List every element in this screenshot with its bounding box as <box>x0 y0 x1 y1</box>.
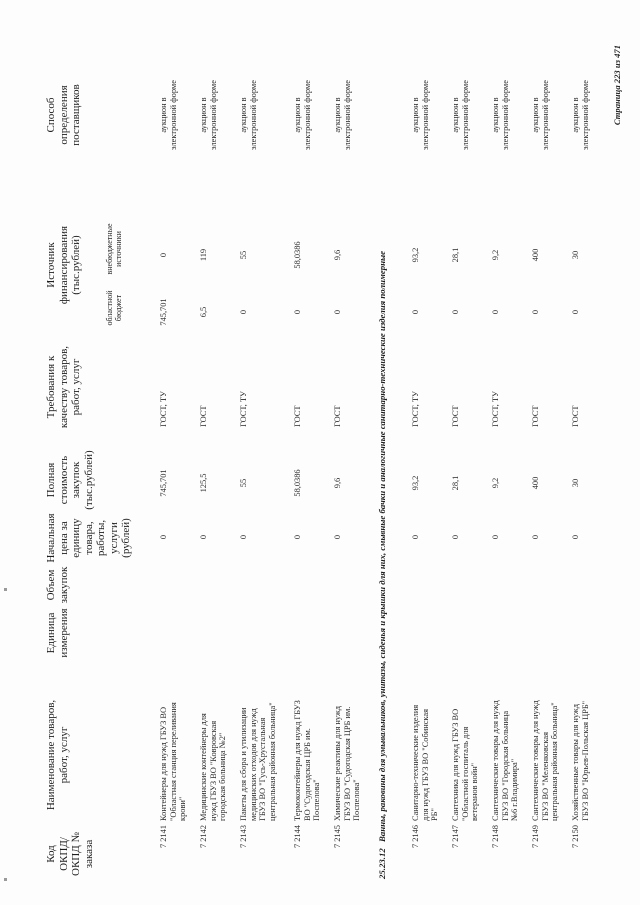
row-name: Сантехника для нужд ГБУЗ ВО "Областной госпиталь для ветеранов войн" <box>451 708 480 821</box>
row-price: 0 <box>531 534 540 540</box>
row-requirements: ГОСТ <box>571 405 580 427</box>
row-method: аукцион в электронной форме <box>451 80 470 150</box>
row-total: 745,701 <box>159 469 168 497</box>
header-volume: Объем закупок <box>45 566 70 604</box>
row-code: 7 2150 <box>571 825 580 849</box>
header-requirements: Требования к качеству товаров, работ, услуг <box>45 345 82 429</box>
row-price: 0 <box>159 534 168 540</box>
row-name: Санитарно-технические изделия для нужд ГБУЗ ВО "Собинская РБ" <box>411 704 440 821</box>
row-name: Хозяйственные товары для нужд ГБУЗ ВО "Юрьев-Польская ЦРБ" <box>571 700 590 821</box>
header-code: Код ОКПД/ ОКПД № заказа <box>45 832 95 876</box>
row-price: 0 <box>293 534 302 540</box>
row-extra-budget: 9,2 <box>491 249 500 261</box>
row-requirements: ГОСТ, ТУ <box>491 391 500 427</box>
row-total: 125,5 <box>199 473 208 493</box>
row-method: аукцион в электронной форме <box>411 80 430 150</box>
row-regional-budget: 0 <box>293 309 302 315</box>
row-regional-budget: 6,5 <box>199 306 208 318</box>
row-total: 9,2 <box>491 477 500 489</box>
row-method: аукцион в электронной форме <box>571 80 590 150</box>
row-requirements: ГОСТ <box>333 405 342 427</box>
header-funding-extra: внебюджетные источники <box>105 223 123 275</box>
page-number: Страница 223 из 471 <box>612 45 622 126</box>
row-method: аукцион в электронной форме <box>531 80 550 150</box>
row-total: 30 <box>571 478 580 488</box>
row-regional-budget: 0 <box>571 309 580 315</box>
row-price: 0 <box>411 534 420 540</box>
row-code: 7 2141 <box>159 825 168 849</box>
row-price: 0 <box>571 534 580 540</box>
row-method: аукцион в электронной форме <box>293 80 312 150</box>
row-code: 7 2142 <box>199 825 208 849</box>
row-name: Контейнеры для нужд ГБУЗ ВО "Областная станция переливания крови" <box>159 702 188 821</box>
row-regional-budget: 745,701 <box>159 298 168 326</box>
row-name: Сантехнические товары для нужд ГБУЗ ВО "Меленковская центральная районная больница" <box>531 700 560 821</box>
row-price: 0 <box>451 534 460 540</box>
row-extra-budget: 93,2 <box>411 247 420 263</box>
row-price: 0 <box>333 534 342 540</box>
row-total: 55 <box>239 478 248 488</box>
row-code: 7 2143 <box>239 825 248 849</box>
row-price: 0 <box>239 534 248 540</box>
header-method: Способ определения поставщиков <box>45 84 82 146</box>
header-price: Начальная цена за единицу товара, работы, услуги (рублей) <box>45 513 132 563</box>
row-extra-budget: 28,1 <box>451 247 460 263</box>
procurement-table-sheet <box>25 25 625 885</box>
row-method: аукцион в электронной форме <box>333 80 352 150</box>
row-total: 93,2 <box>411 475 420 491</box>
header-unit: Единица измерения <box>45 608 70 658</box>
row-code: 7 2146 <box>411 825 420 849</box>
row-regional-budget: 0 <box>531 309 540 315</box>
row-regional-budget: 0 <box>333 309 342 315</box>
row-price: 0 <box>491 534 500 540</box>
section-heading <box>377 39 387 879</box>
row-method: аукцион в электронной форме <box>491 80 510 150</box>
header-total: Полная стоимость закупок (тыс.рублей) <box>45 450 95 510</box>
row-regional-budget: 0 <box>451 309 460 315</box>
row-total: 400 <box>531 476 540 490</box>
row-regional-budget: 0 <box>491 309 500 315</box>
row-requirements: ГОСТ <box>531 405 540 427</box>
row-extra-budget: 119 <box>199 248 208 262</box>
row-method: аукцион в электронной форме <box>199 80 218 150</box>
row-requirements: ГОСТ <box>199 405 208 427</box>
row-extra-budget: 30 <box>571 250 580 260</box>
section-code: 25.23.12 <box>377 848 387 879</box>
row-extra-budget: 55 <box>239 250 248 260</box>
row-requirements: ГОСТ <box>293 405 302 427</box>
row-extra-budget: 0 <box>159 252 168 258</box>
row-method: аукцион в электронной форме <box>239 80 258 150</box>
row-extra-budget: 9,6 <box>333 249 342 261</box>
header-name: Наименование товаров, работ, услуг <box>45 699 70 811</box>
row-regional-budget: 0 <box>239 309 248 315</box>
row-extra-budget: 58,0386 <box>293 241 302 269</box>
scan-mark <box>4 878 7 881</box>
section-title: Ванны, раковины для умывальников, унитазы, сиденья и крышки для них, смывные бачки и аналогичные санитарно-технические изделия полимерные <box>377 250 387 842</box>
row-method: аукцион в электронной форме <box>159 80 178 150</box>
row-code: 7 2148 <box>491 825 500 849</box>
row-price: 0 <box>199 534 208 540</box>
row-total: 58,0386 <box>293 469 302 497</box>
row-requirements: ГОСТ <box>451 405 460 427</box>
row-code: 7 2149 <box>531 825 540 849</box>
row-requirements: ГОСТ, ТУ <box>159 391 168 427</box>
row-requirements: ГОСТ, ТУ <box>411 391 420 427</box>
header-funding: Источник финансирования (тыс.рублей) <box>45 225 82 305</box>
row-name: Сантехнические товары для нужд ГБУЗ ВО "Городская больница №6 г.Владимира" <box>491 700 520 821</box>
row-extra-budget: 400 <box>531 248 540 262</box>
row-name: Химические реактивы для нужд ГБУЗ ВО "Судогодская ЦРБ им. Поспелова" <box>333 705 362 821</box>
row-name: Пакеты для сбора и утилизации медицинских отходов для нужд ГБУЗ ВО "Гусь-Хрустальная центральная районная больница" <box>239 702 277 821</box>
row-code: 7 2144 <box>293 825 302 849</box>
row-regional-budget: 0 <box>411 309 420 315</box>
header-funding-regional: областной бюджет <box>105 290 123 326</box>
row-total: 28,1 <box>451 475 460 491</box>
row-total: 9,6 <box>333 477 342 489</box>
row-requirements: ГОСТ, ТУ <box>239 391 248 427</box>
row-name: Медицинские контейнеры для нужд ГБУЗ ВО "Ковровская городская больница №2" <box>199 713 228 821</box>
scan-mark <box>4 588 7 591</box>
row-code: 7 2147 <box>451 825 460 849</box>
row-code: 7 2145 <box>333 825 342 849</box>
row-name: Термоконтейнеры для нужд ГБУЗ ВО "Судогодская ЦРБ им. Поспелова" <box>293 700 322 821</box>
